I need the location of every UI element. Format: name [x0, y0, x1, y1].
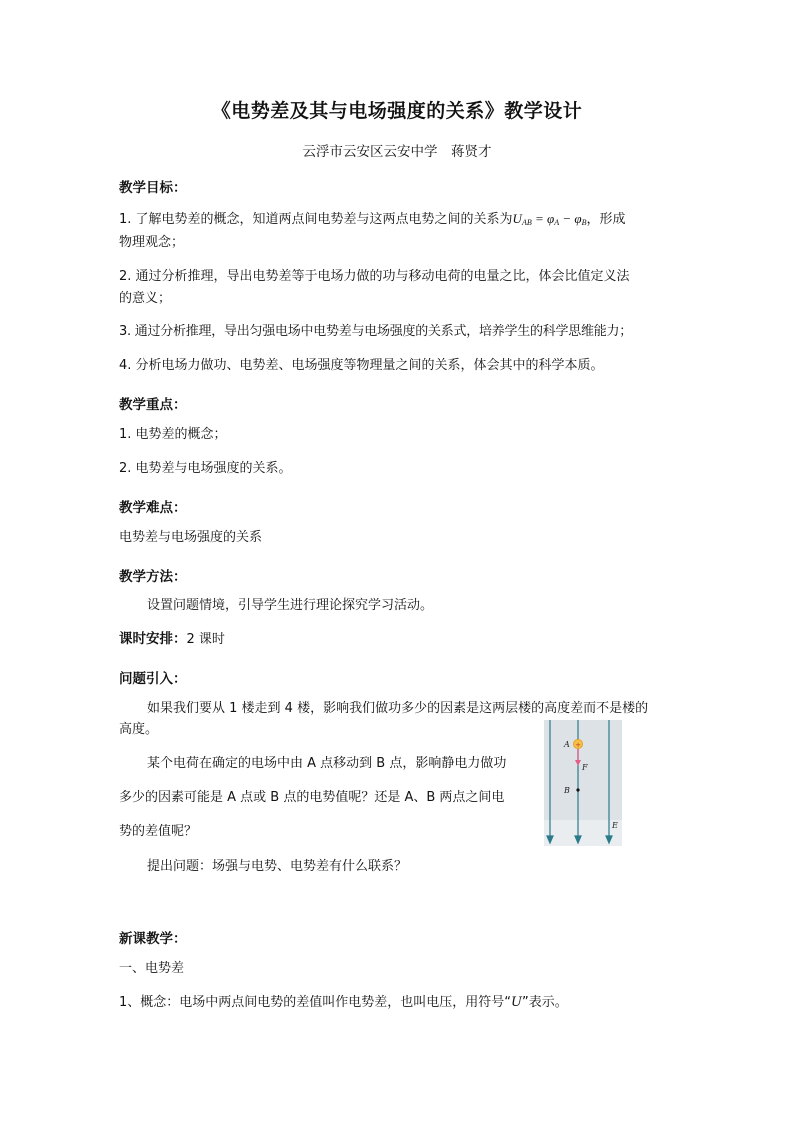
formula-minus: −: [562, 211, 572, 226]
key-point-2: 2. 电势差与电场强度的关系。: [119, 461, 292, 476]
schedule-line: [119, 633, 225, 647]
formula-u-sub: AB: [521, 218, 532, 227]
label-b: B: [564, 786, 570, 795]
goal-item-2: 2. 通过分析推理，导出电势差等于电场力做的功与移动电荷的电量之比，体会比值定义法: [119, 269, 630, 284]
method-heading: 教学方法：: [119, 569, 187, 585]
intro-heading: 问题引入：: [119, 671, 187, 687]
goals-heading: 教学目标：: [119, 180, 187, 196]
goal-item-1-tail: ，形成: [586, 212, 626, 227]
goal-item-1-cont: 物理观念；: [119, 235, 185, 250]
concept-text: 1、概念：电场中两点间电势的差值叫作电势差，也叫电压，用符号“: [119, 995, 512, 1010]
goal-item-1: [119, 212, 625, 227]
formula-eq: =: [534, 211, 544, 226]
schedule-text: 2 课时: [186, 632, 225, 647]
method-text: 设置问题情境，引导学生进行理论探究学习活动。: [147, 598, 434, 613]
goal-item-2-cont: 的意义；: [119, 291, 172, 306]
concept-line: [119, 996, 568, 1009]
concept-symbol: U: [511, 995, 522, 1010]
formula-b-sub: B: [581, 218, 587, 227]
author-line: 云浮市云安区云安中学 蒋贤才: [302, 144, 492, 160]
electric-field-diagram: [544, 720, 622, 846]
electric-field-figure: [544, 720, 622, 846]
formula-a-sub: A: [554, 218, 560, 227]
intro-paragraph-2-line-2: 多少的因素可能是 A 点或 B 点的电势值呢？还是 A、B 两点之间电: [119, 790, 505, 805]
potential-difference-formula: [513, 211, 587, 226]
document-title: 《电势差及其与电场强度的关系》教学设计: [211, 100, 583, 122]
intro-paragraph-2: 某个电荷在确定的电场中由 A 点移动到 B 点，影响静电力做功: [147, 756, 507, 771]
label-f: F: [582, 763, 588, 772]
key-point-1: 1. 电势差的概念；: [119, 427, 227, 442]
key-points-heading: 教学重点：: [119, 397, 187, 413]
formula-phi-b: φ: [574, 211, 582, 226]
point-b-dot: [576, 788, 579, 791]
formula-phi-a: φ: [547, 211, 555, 226]
intro-question: 提出问题：场强与电势、电势差有什么联系？: [147, 859, 408, 874]
section-1-title: 一、电势差: [119, 961, 185, 976]
label-a: A: [564, 740, 570, 749]
goal-item-3: 3. 通过分析推理，导出匀强电场中电势差与电场强度的关系式，培养学生的科学思维能力；: [119, 324, 633, 339]
schedule-heading: 课时安排：: [119, 631, 187, 647]
difficulty-heading: 教学难点：: [119, 500, 187, 516]
intro-paragraph-2-line-3: 势的差值呢？: [119, 824, 198, 839]
intro-paragraph-1: 如果我们要从 1 楼走到 4 楼，影响我们做功多少的因素是这两层楼的高度差而不是楼的: [147, 701, 649, 716]
new-lesson-heading: 新课教学：: [119, 931, 187, 947]
label-e: E: [612, 821, 618, 830]
difficulty-text: 电势差与电场强度的关系: [119, 530, 263, 545]
goal-item-1-text: 1. 了解电势差的概念，知道两点间电势差与这两点电势之间的关系为: [119, 212, 513, 227]
formula-u: U: [512, 211, 522, 226]
concept-tail: ”表示。: [521, 995, 568, 1010]
charge-sign: +: [575, 741, 581, 749]
goal-item-4: 4. 分析电场力做功、电势差、电场强度等物理量之间的关系，体会其中的科学本质。: [119, 358, 604, 373]
intro-paragraph-1-cont: 高度。: [119, 722, 159, 737]
